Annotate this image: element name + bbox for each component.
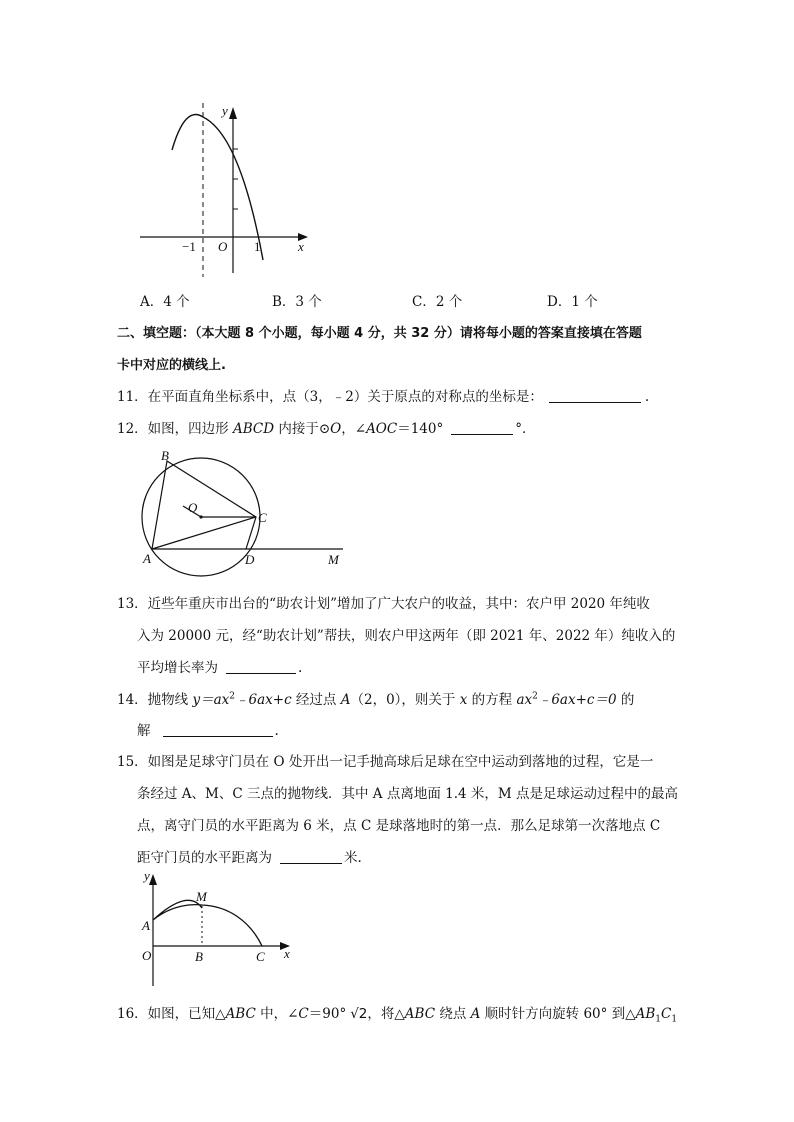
q12-val: ＝140° — [397, 421, 444, 437]
q15-line1: 15．如图是足球守门员在 O 处开出一记手抛高球后足球在空中运动到落地的过程，它是一 — [117, 754, 654, 770]
y-axis-arrow — [229, 107, 237, 119]
q13-answer-blank[interactable] — [226, 659, 296, 674]
q14-p2: 经过点 — [291, 692, 341, 708]
q16-p2: 中，∠ — [255, 1006, 299, 1022]
neg-one-label: −1 — [182, 239, 196, 254]
trajectory-curve — [153, 900, 262, 946]
label-a: A — [143, 551, 151, 566]
q12-aoc: AOC — [366, 421, 398, 437]
q14-eq2: ax — [516, 692, 533, 708]
q14-px: x — [459, 692, 468, 708]
question-14-line1 — [117, 688, 634, 708]
q13-line2: 入为 20000 元，经“助农计划”帮扶，则农户甲这两年（即 2021 年、2022 年）纯收入的 — [137, 628, 676, 644]
q14-sq1: 2 — [229, 691, 236, 702]
q14-p3: （2，0），则关于 — [350, 692, 460, 708]
q12-abcd: ABCD — [232, 421, 275, 437]
q14-p1: 14．抛物线 — [117, 692, 193, 708]
segment-ac — [152, 517, 256, 549]
q16-c: C — [298, 1006, 309, 1022]
q11-answer-blank[interactable] — [549, 388, 641, 403]
label-o: O — [188, 500, 198, 515]
y-axis-label: y — [222, 103, 228, 118]
q16-ab: AB — [635, 1006, 656, 1022]
q12-answer-blank[interactable] — [451, 420, 513, 435]
question-13-line3 — [137, 656, 302, 676]
q13-line1: 13．近些年重庆市出台的“助农计划”增加了广大农户的收益，其中：农户甲 2020 年纯收 — [117, 596, 650, 612]
figure-q12-circle — [138, 444, 353, 574]
section-heading-line2: 卡中对应的横线上. — [117, 358, 226, 373]
label-m: M — [328, 552, 339, 567]
question-16 — [117, 1002, 677, 1025]
center-dot — [199, 515, 202, 518]
q16-p5: 绕点 — [435, 1006, 471, 1022]
label-b: B — [195, 949, 203, 964]
label-b: B — [161, 448, 169, 463]
q13-line3: 平均增长率为 — [137, 660, 218, 676]
question-12 — [117, 417, 536, 437]
label-m: M — [196, 889, 207, 904]
y-axis-arrow — [149, 874, 157, 885]
q16-abc2: ABC — [404, 1006, 436, 1022]
figure-q10-parabola — [130, 95, 320, 280]
label-a: A — [142, 918, 150, 933]
q14-eq1: y＝ax — [192, 692, 230, 708]
q15-answer-blank[interactable] — [280, 849, 342, 864]
q14-p5: 的 — [616, 692, 635, 708]
option-c: C．2 个 — [412, 294, 463, 310]
q16-abc: ABC — [225, 1006, 256, 1022]
q16-a: A — [470, 1006, 481, 1022]
q16-p1: 16．如图，已知△ — [117, 1006, 226, 1022]
q16-p4: ，将△ — [367, 1006, 405, 1022]
q16-sqrt: √2 — [350, 1006, 368, 1022]
q15-line4: 距守门员的水平距离为 — [137, 850, 272, 866]
q12-o: O — [330, 421, 342, 437]
q12-end: °． — [515, 421, 536, 437]
q16-sub1: 1 — [655, 1014, 661, 1025]
q15-line3: 点，离守门员的水平距离为 6 米，点 C 是球落地时的第一点．那么足球第一次落地点 C — [137, 818, 661, 834]
q14-pa: A — [340, 692, 351, 708]
label-y: y — [144, 868, 150, 883]
label-d: D — [245, 552, 255, 567]
q12-angle: ，∠ — [341, 421, 367, 437]
q16-p6: 顺时针方向旋转 60° 到△ — [480, 1006, 636, 1022]
q11-end: . — [644, 389, 650, 405]
q14-answer-blank[interactable] — [163, 722, 273, 737]
q11-text: 11．在平面直角坐标系中，点（3，﹣2）关于原点的对称点的坐标是： — [117, 389, 543, 405]
q14-eq2b: ﹣6ax+c＝0 — [537, 692, 617, 708]
one-label: 1 — [254, 239, 261, 254]
label-c: C — [256, 949, 265, 964]
figure-q15-trajectory — [138, 866, 298, 991]
label-o: O — [142, 948, 152, 963]
label-x: x — [284, 946, 290, 961]
q14-p4: 的方程 — [467, 692, 517, 708]
q16-sub2: 1 — [671, 1014, 678, 1025]
q16-c1: C — [660, 1006, 672, 1022]
q15-line2: 条经过 A、M、C 三点的抛物线．其中 A 点离地面 1.4 米，M 点是足球运动过程中的最高 — [137, 786, 678, 802]
q14-eq1b: ﹣6ax+c — [235, 692, 292, 708]
option-d: D．1 个 — [547, 294, 598, 310]
section-heading-line1: 二、填空题：（本大题 8 个小题，每小题 4 分，共 32 分）请将每小题的答案直接填在答题 — [117, 326, 642, 341]
q16-p3: ＝90° — [308, 1006, 347, 1022]
q12-num: 12．如图，四边形 — [117, 421, 233, 437]
origin-label: O — [218, 239, 228, 254]
label-c: C — [258, 510, 267, 525]
question-14-line2 — [137, 719, 279, 739]
option-b: B．3 个 — [272, 294, 322, 310]
q12-mid: 内接于⊙ — [274, 421, 331, 437]
question-15-line4 — [137, 846, 362, 866]
q14-end: . — [274, 723, 279, 739]
x-axis-label: x — [298, 239, 304, 254]
q15-unit: 米. — [344, 850, 362, 866]
quad-abcd — [152, 461, 256, 549]
option-a: A．4 个 — [140, 294, 190, 310]
q14-line2: 解 — [137, 723, 151, 739]
question-11 — [117, 385, 649, 405]
q14-sq2: 2 — [532, 691, 538, 702]
q13-end: . — [298, 660, 303, 676]
